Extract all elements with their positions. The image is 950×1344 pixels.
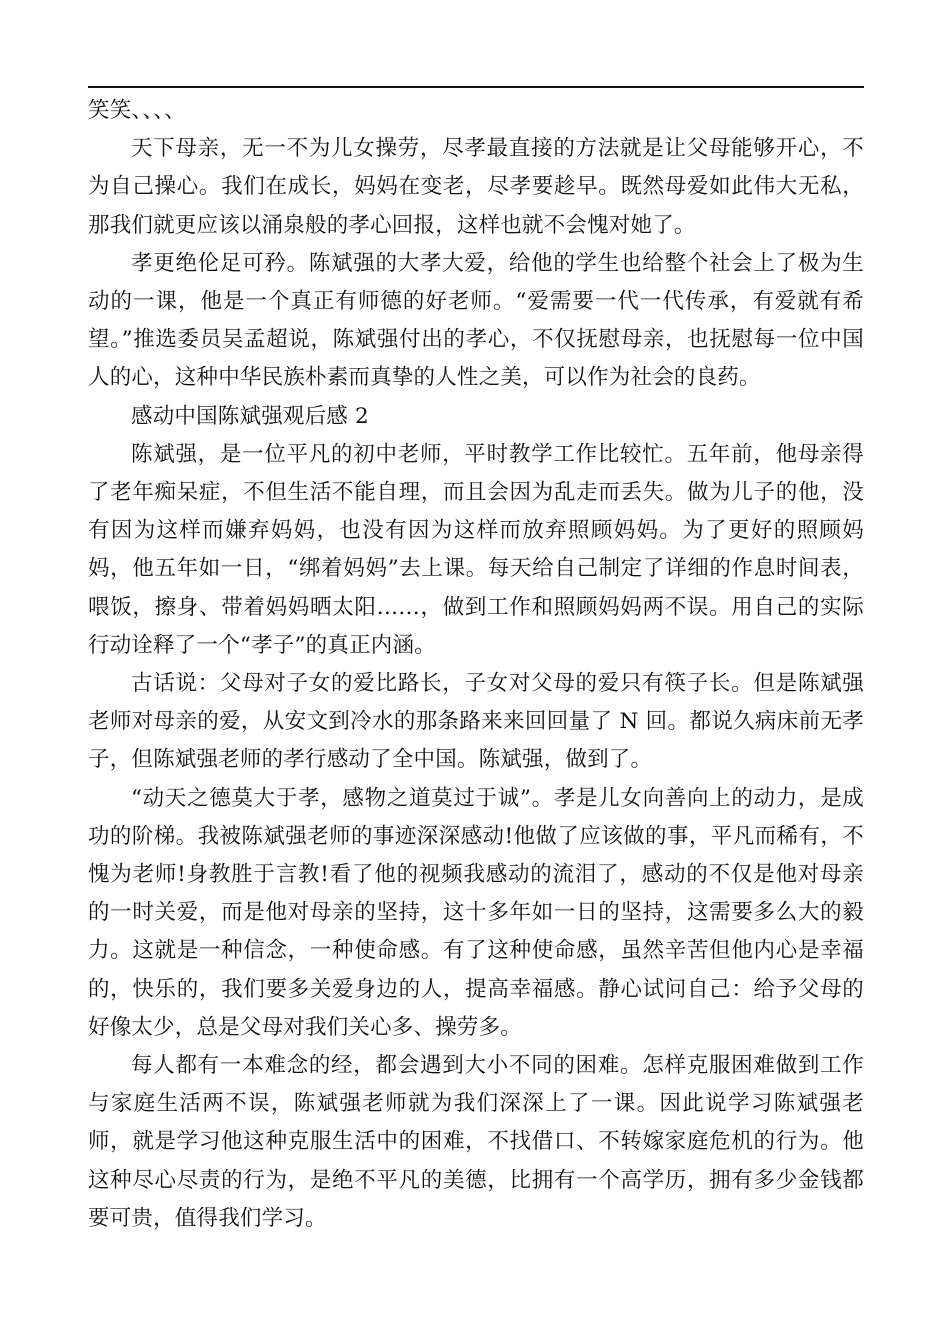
paragraph-old-saying: 古话说：父母对子女的爱比路长，子女对父母的爱只有筷子长。但是陈斌强老师对母亲的爱，从安文到冷水的那条路来来回回量了 N 回。都说久病床前无孝子，但陈斌强老师的孝行感动了全中国。陈斌强，做到了。	[88, 671, 864, 773]
paragraph-virtue: “动天之德莫大于孝，感物之道莫过于诚”。孝是儿女向善向上的动力，是成功的阶梯。我被陈斌强老师的事迹深深感动!他做了应该做的事，平凡而稀有，不愧为老师!身教胜于言教!看了他的视频我感动的流泪了，感动的不仅是他对母亲的一时关爱，而是他对母亲的坚持，这十多年如一日的坚持，这需要多么大的毅力。这就是一种信念，一种使命感。有了这种使命感，虽然辛苦但他内心是幸福的，快乐的，我们要多关爱身边的人，提高幸福感。静心试问自己：给予父母的好像太少，总是父母对我们关心多、操劳多。	[88, 785, 864, 1040]
section-heading: 感动中国陈斌强观后感 2	[131, 403, 369, 429]
paragraph-continuation: 笑笑、、、、	[88, 98, 186, 123]
paragraph-teacher: 陈斌强，是一位平凡的初中老师，平时教学工作比较忙。五年前，他母亲得了老年痴呆症，不但生活不能自理，而且会因为乱走而丢失。做为儿子的他，没有因为这样而嫌弃妈妈，也没有因为这样而放弃照顾妈妈。为了更好的照顾妈妈，他五年如一日，“绑着妈妈”去上课。每天给自己制定了详细的作息时间表，喂饭，擦身、带着妈妈晒太阳……，做到工作和照顾妈妈两不误。用自己的实际行动诠释了一个“孝子”的真正内涵。	[88, 441, 864, 658]
paragraph-mothers: 天下母亲，无一不为儿女操劳，尽孝最直接的方法就是让父母能够开心，不为自己操心。我们在成长，妈妈在变老，尽孝要趁早。既然母爱如此伟大无私，那我们就更应该以涌泉般的孝心回报，这样也就不会愧对她了。	[88, 136, 864, 238]
header-rule	[88, 86, 864, 88]
paragraph-difficulties: 每人都有一本难念的经，都会遇到大小不同的困难。怎样克服困难做到工作与家庭生活两不误，陈斌强老师就为我们深深上了一课。因此说学习陈斌强老师，就是学习他这种克服生活中的困难，不找借口、不转嫁家庭危机的行为。他这种尽心尽责的行为，是绝不平凡的美德，比拥有一个高学历，拥有多少金钱都要可贵，值得我们学习。	[88, 1053, 864, 1231]
paragraph-filial-piety: 孝更绝伦足可矜。陈斌强的大孝大爱，给他的学生也给整个社会上了极为生动的一课，他是一个真正有师德的好老师。“爱需要一代一代传承，有爱就有希望。”推选委员吴孟超说，陈斌强付出的孝心，不仅抚慰母亲，也抚慰每一位中国人的心，这种中华民族朴素而真挚的人性之美，可以作为社会的良药。	[88, 250, 864, 391]
document-body	[88, 92, 864, 1238]
